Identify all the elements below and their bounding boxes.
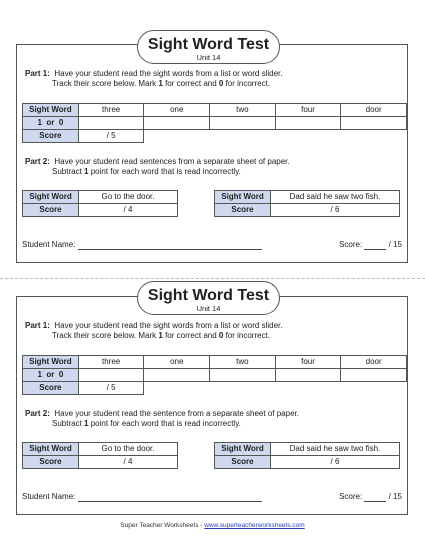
sentence-score-cell[interactable]: / 6 — [271, 456, 400, 469]
footer-link[interactable]: www.superteacherworksheets.com — [204, 522, 305, 529]
cut-line — [0, 278, 425, 279]
word-cell: one — [144, 104, 210, 117]
mark-cell[interactable] — [210, 117, 276, 130]
row-label-score: Score — [215, 456, 271, 469]
word-cell: three — [78, 104, 144, 117]
unit-label: Unit 14 — [196, 304, 221, 313]
total-score-line[interactable] — [364, 492, 386, 502]
student-name-line[interactable] — [78, 240, 262, 250]
student-name-line[interactable] — [78, 492, 262, 502]
student-name-field[interactable]: Student Name: — [22, 492, 262, 502]
sentence-table-2 — [214, 442, 400, 469]
mark-cell[interactable] — [144, 117, 210, 130]
total-score-field[interactable]: Score: / 15 — [339, 240, 402, 249]
row-label-score: Score — [23, 456, 79, 469]
word-cell: two — [210, 104, 276, 117]
part2-instructions: Part 2: Have your student read the sentence from a separate sheet of paper. Subtract 1 point for each word that is read incorrectly. — [25, 409, 299, 428]
row-label-one-or-zero: 1 or 0 — [23, 369, 79, 382]
word-score-cell[interactable]: / 5 — [78, 130, 144, 143]
sentence-score-cell[interactable]: / 4 — [79, 204, 178, 217]
sentence-cell: Dad said he saw two fish. — [271, 191, 400, 204]
sentence-cell: Go to the door. — [79, 191, 178, 204]
word-cell: two — [210, 356, 276, 369]
word-cell: door — [341, 104, 407, 117]
student-name-field[interactable]: Student Name: — [22, 240, 262, 250]
sight-word-table — [22, 355, 407, 395]
total-score-line[interactable] — [364, 240, 386, 250]
row-label-sight-word: Sight Word — [23, 443, 79, 456]
word-score-cell[interactable]: / 5 — [78, 382, 144, 395]
sentence-table-2 — [214, 190, 400, 217]
part1-instructions: Part 1: Have your student read the sight words from a list or word slider. Track their score below. Mark 1 for correct and 0 for incorrect. — [25, 321, 283, 340]
title-badge-1 — [137, 30, 280, 64]
row-label-score: Score — [215, 204, 271, 217]
word-cell: one — [144, 356, 210, 369]
mark-cell[interactable] — [275, 117, 341, 130]
test-card-1 — [16, 44, 408, 263]
mark-cell[interactable] — [210, 369, 276, 382]
sentence-cell: Go to the door. — [79, 443, 178, 456]
unit-label: Unit 14 — [196, 53, 221, 62]
word-cell: door — [341, 356, 407, 369]
footer-brand: Super Teacher Worksheets — [120, 522, 199, 529]
row-label-sight-word: Sight Word — [23, 104, 79, 117]
sentence-cell: Dad said he saw two fish. — [271, 443, 400, 456]
part1-instructions: Part 1: Have your student read the sight words from a list or word slider. Track their score below. Mark 1 for correct and 0 for incorrect. — [25, 69, 283, 88]
mark-cell[interactable] — [78, 117, 144, 130]
part2-instructions: Part 2: Have your student read sentences from a separate sheet of paper. Subtract 1 point for each word that is read incorrectly. — [25, 157, 290, 176]
title-badge-2 — [137, 281, 280, 315]
footer-separator: - — [200, 522, 203, 529]
mark-cell[interactable] — [275, 369, 341, 382]
sentence-table-1 — [22, 442, 178, 469]
word-cell: three — [78, 356, 144, 369]
row-label-one-or-zero: 1 or 0 — [23, 117, 79, 130]
row-label-score: Score — [23, 204, 79, 217]
sight-word-table — [22, 103, 407, 143]
word-cell: four — [275, 356, 341, 369]
footer — [0, 522, 425, 529]
mark-cell[interactable] — [144, 369, 210, 382]
sentence-score-cell[interactable]: / 4 — [79, 456, 178, 469]
sentence-score-cell[interactable]: / 6 — [271, 204, 400, 217]
sentence-table-1 — [22, 190, 178, 217]
page-title: Sight Word Test — [147, 36, 270, 53]
row-label-score: Score — [23, 382, 79, 395]
row-label-sight-word: Sight Word — [215, 443, 271, 456]
page-title: Sight Word Test — [147, 287, 270, 304]
row-label-sight-word: Sight Word — [23, 191, 79, 204]
test-card-2 — [16, 296, 408, 515]
row-label-score: Score — [23, 130, 79, 143]
mark-cell[interactable] — [341, 117, 407, 130]
row-label-sight-word: Sight Word — [215, 191, 271, 204]
mark-cell[interactable] — [78, 369, 144, 382]
word-cell: four — [275, 104, 341, 117]
total-score-field[interactable]: Score: / 15 — [339, 492, 402, 501]
mark-cell[interactable] — [341, 369, 407, 382]
row-label-sight-word: Sight Word — [23, 356, 79, 369]
